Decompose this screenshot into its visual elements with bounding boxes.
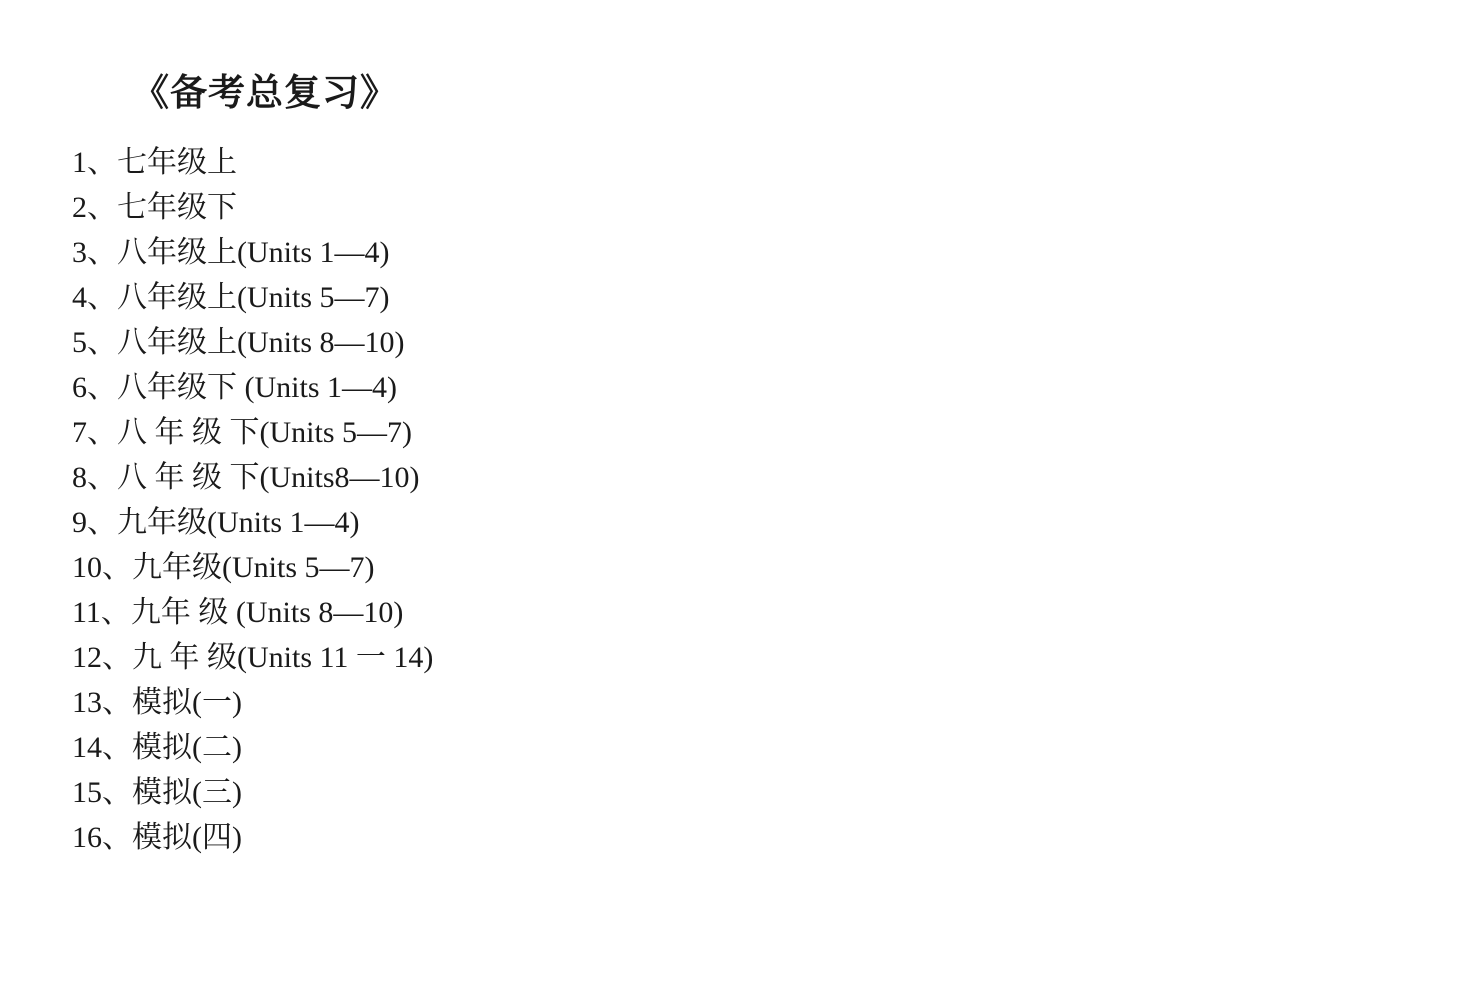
list-item: 15、模拟(三) [72,776,242,809]
list-item: 13、模拟(一) [72,686,242,719]
list-item: 1、七年级上 [72,146,237,179]
list-item: 10、九年级(Units 5—7) [72,551,375,584]
table-of-contents [72,140,1272,860]
list-item: 9、九年级(Units 1—4) [72,506,360,539]
list-item: 14、模拟(二) [72,731,242,764]
list-item: 6、八年级下 (Units 1—4) [72,371,397,404]
list-item: 12、九 年 级(Units 11 一 14) [72,641,434,674]
list-item: 16、模拟(四) [72,821,242,854]
list-item: 3、八年级上(Units 1—4) [72,236,390,269]
list-item: 7、八 年 级 下(Units 5—7) [72,416,412,449]
list-item: 4、八年级上(Units 5—7) [72,281,390,314]
list-item: 8、八 年 级 下(Units8—10) [72,461,420,494]
list-item: 5、八年级上(Units 8—10) [72,326,405,359]
page-title: 《备考总复习》 [132,73,398,114]
list-item: 11、九年 级 (Units 8—10) [72,596,404,629]
list-item: 2、七年级下 [72,191,237,224]
